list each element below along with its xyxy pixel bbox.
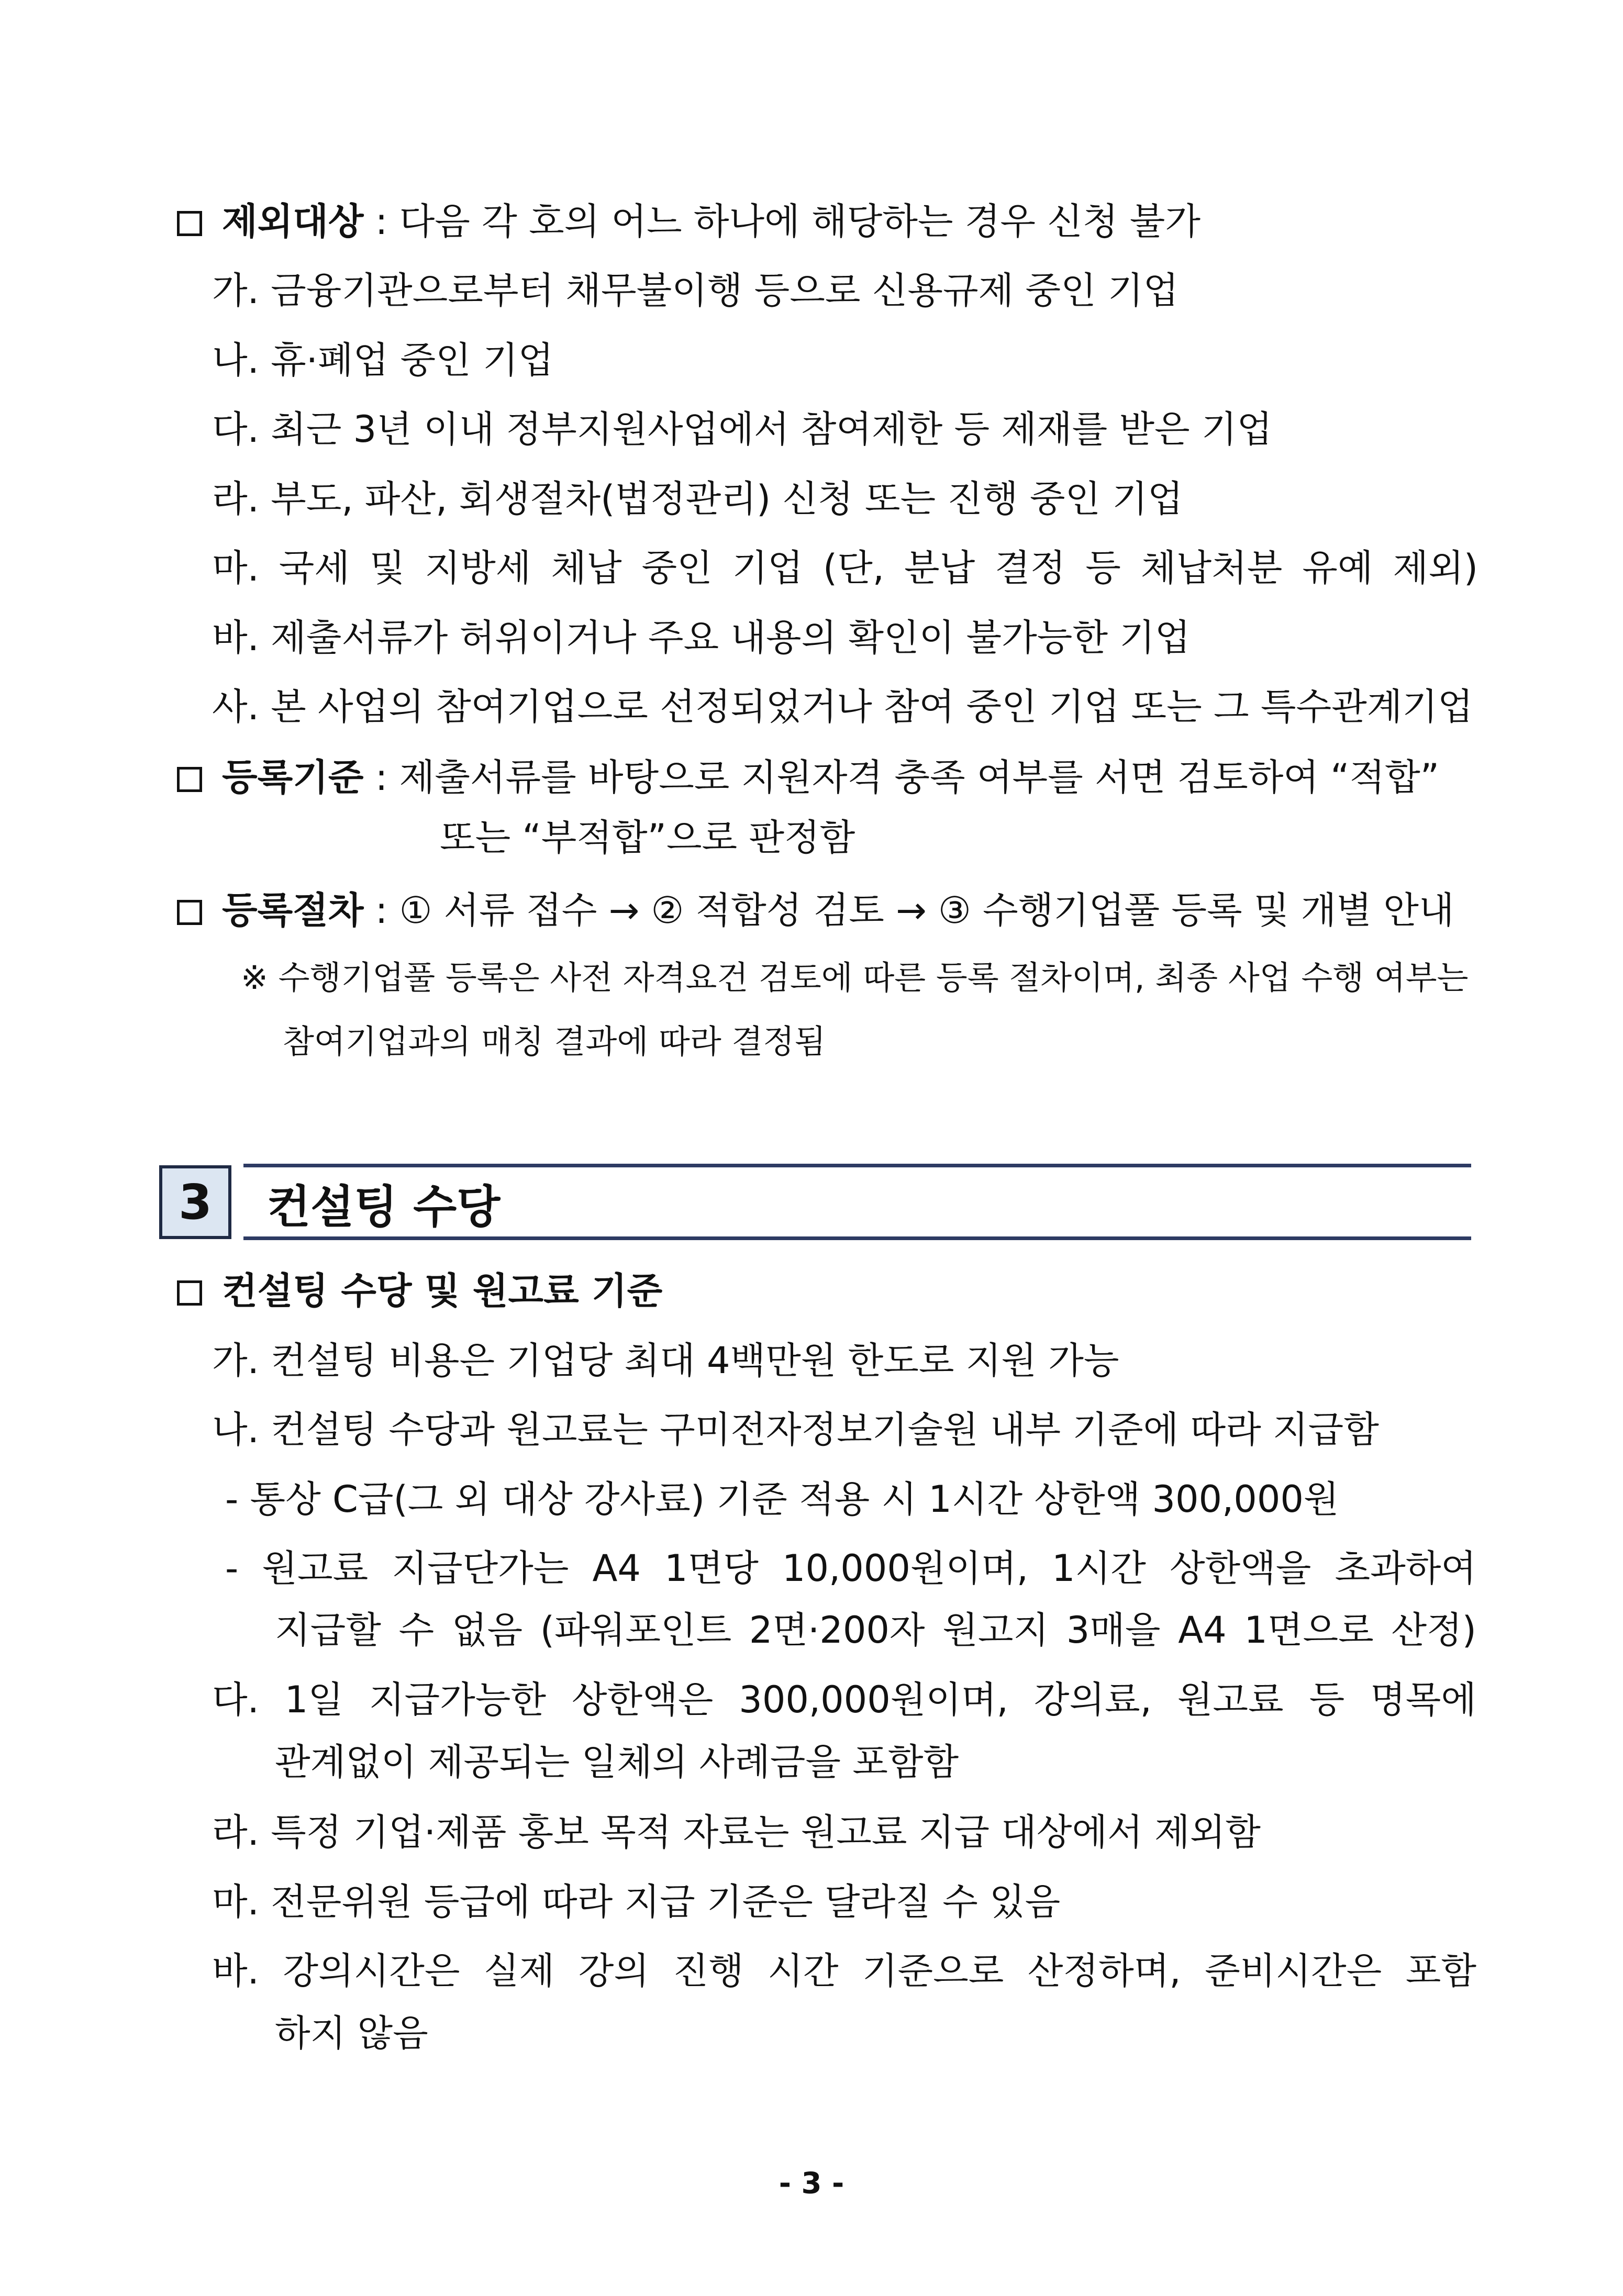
procedure-note-cont: 참여기업과의 매칭 결과에 따라 결정됨 [283, 1022, 826, 1061]
exclusion-item: 마. 국세 및 지방세 체납 중인 기업 (단, 분납 결정 등 체납처분 유예 제외) [212, 547, 1478, 589]
exclusion-label: 제외대상 [222, 200, 364, 243]
procedure-text: : ① 서류 접수 → ② 적합성 검토 → ③ 수행기업풀 등록 및 개별 안내 [375, 889, 1454, 932]
exclusion-item: 나. 휴·폐업 중인 기업 [212, 339, 554, 382]
section-bottom-rule [243, 1236, 1471, 1240]
section-number: 3 [159, 1165, 231, 1239]
fees-item-cont: 하지 않음 [275, 2012, 428, 2055]
exclusion-item: 바. 제출서류가 허위이거나 주요 내용의 확인이 불가능한 기업 [212, 616, 1191, 659]
fees-subitem-cont: 지급할 수 없음 (파워포인트 2면·200자 원고지 3매을 A4 1면으로 산정) [275, 1609, 1476, 1652]
procedure-note: ※ 수행기업풀 등록은 사전 자격요건 검토에 따른 등록 절차이며, 최종 사업 수행 여부는 [241, 958, 1469, 997]
fees-subitem: - 원고료 지급단가는 A4 1면당 10,000원이며, 1시간 상한액을 초과하여 [225, 1547, 1476, 1590]
fees-item: 나. 컨설팅 수당과 원고료는 구미전자정보기술원 내부 기준에 따라 지급함 [212, 1408, 1379, 1451]
criteria-label: 등록기준 [222, 756, 364, 799]
exclusion-item: 사. 본 사업의 참여기업으로 선정되었거나 참여 중인 기업 또는 그 특수관계기업 [212, 685, 1473, 728]
exclusion-text: : 다음 각 호의 어느 하나에 해당하는 경우 신청 불가 [375, 200, 1200, 243]
fees-subitem: - 통상 C급(그 외 대상 강사료) 기준 적용 시 1시간 상한액 300,000원 [225, 1478, 1339, 1521]
checkbox-square-icon [177, 900, 202, 925]
checkbox-square-icon [177, 767, 202, 792]
fees-item-cont: 관계없이 제공되는 일체의 사례금을 포함함 [275, 1741, 959, 1784]
procedure-label: 등록절차 [222, 889, 364, 932]
exclusion-item: 다. 최근 3년 이내 정부지원사업에서 참여제한 등 제재를 받은 기업 [212, 408, 1273, 451]
exclusion-item: 라. 부도, 파산, 회생절차(법정관리) 신청 또는 진행 중인 기업 [212, 477, 1183, 520]
fees-item: 라. 특정 기업·제품 홍보 목적 자료는 원고료 지급 대상에서 제외함 [212, 1811, 1261, 1854]
fees-heading [177, 1269, 663, 1312]
fees-item: 바. 강의시간은 실제 강의 진행 시간 기준으로 산정하며, 준비시간은 포함 [212, 1949, 1476, 1992]
fees-item: 다. 1일 지급가능한 상한액은 300,000원이며, 강의료, 원고료 등 명목에 [212, 1678, 1476, 1721]
criteria-text: : 제출서류를 바탕으로 지원자격 충족 여부를 서면 검토하여 “적합” [375, 756, 1439, 799]
checkbox-square-icon [177, 211, 202, 236]
criteria-text-cont: 또는 “부적합”으로 판정함 [440, 816, 855, 859]
exclusion-item: 가. 금융기관으로부터 채무불이행 등으로 신용규제 중인 기업 [212, 269, 1179, 312]
fees-item: 마. 전문위원 등급에 따라 지급 기준은 달라질 수 있음 [212, 1880, 1061, 1923]
section-top-rule [243, 1164, 1471, 1167]
procedure-heading [177, 889, 1454, 932]
checkbox-square-icon [177, 1280, 202, 1306]
exclusion-heading [177, 200, 1200, 243]
fees-heading-text: 컨설팅 수당 및 원고료 기준 [222, 1269, 663, 1312]
section-title: 컨설팅 수당 [267, 1181, 501, 1233]
page-number: - 3 - [779, 2166, 844, 2201]
fees-item: 가. 컨설팅 비용은 기업당 최대 4백만원 한도로 지원 가능 [212, 1339, 1119, 1382]
criteria-heading [177, 756, 1439, 799]
